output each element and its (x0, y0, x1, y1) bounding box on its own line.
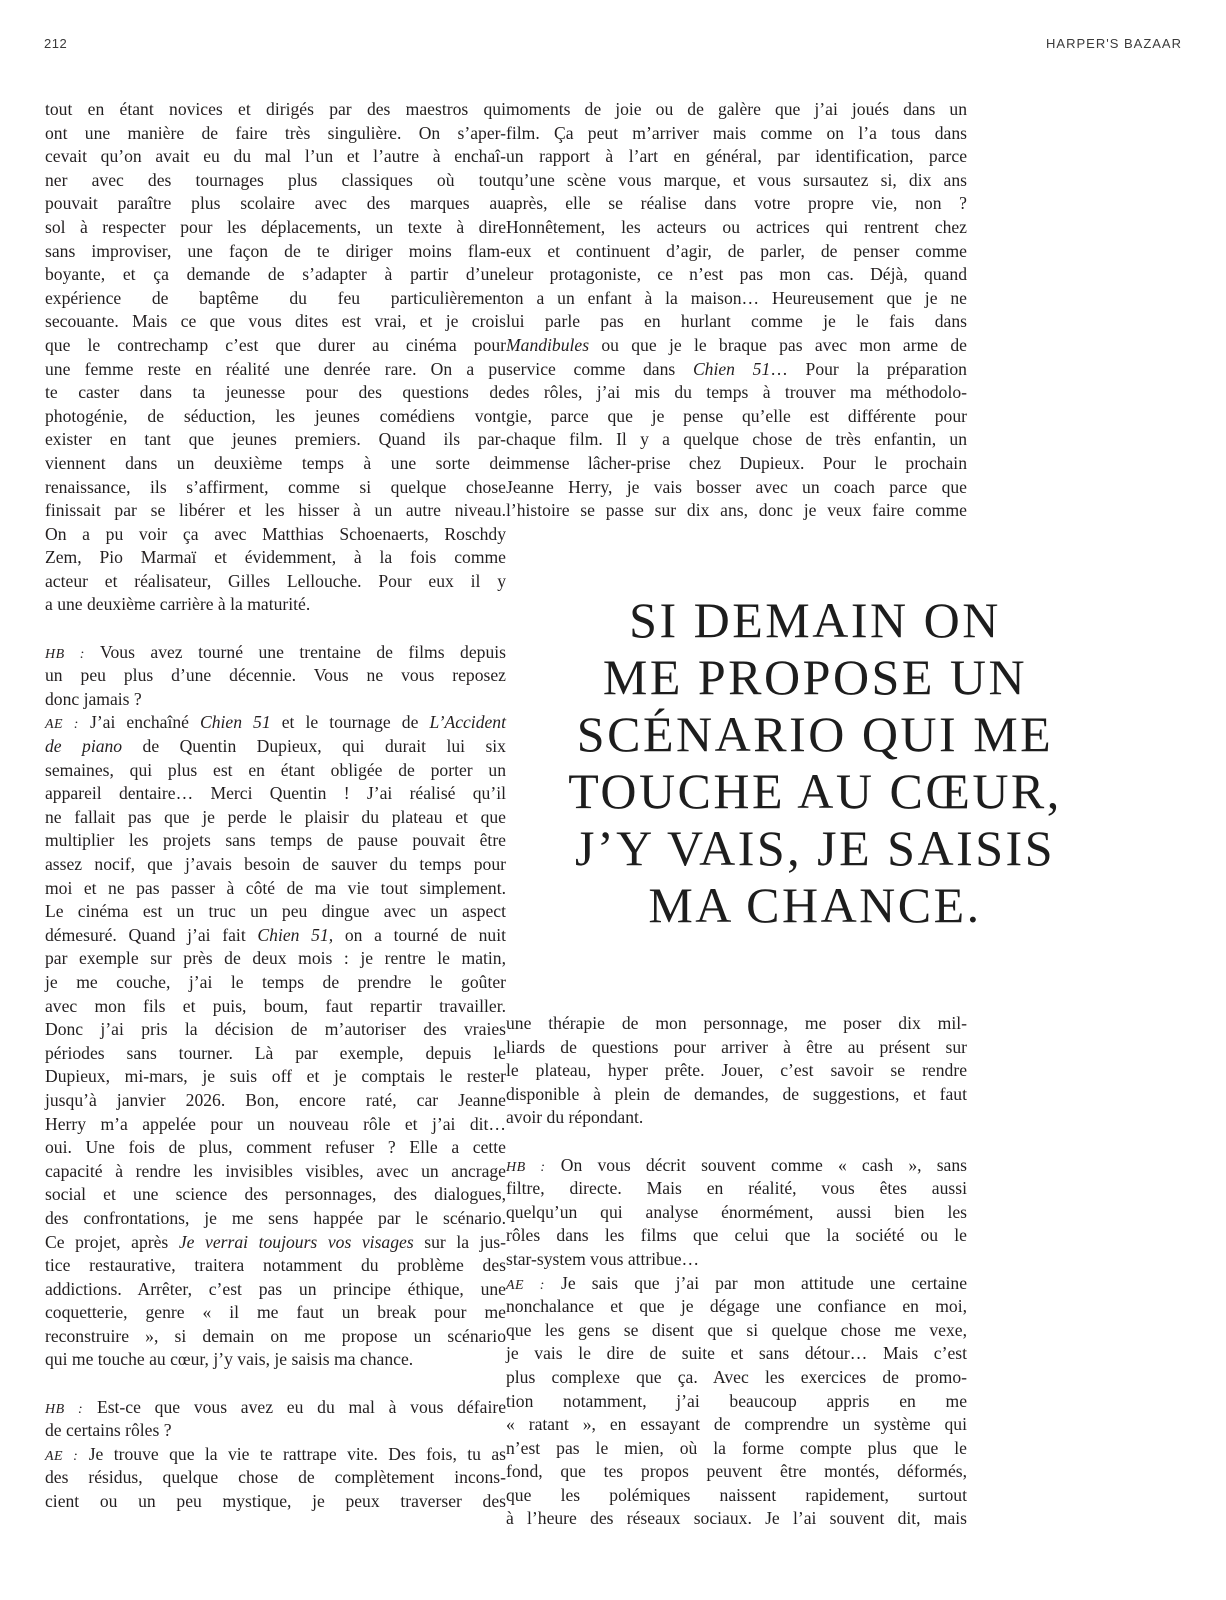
text-line: ne fallait pas que je perde le plaisir du plateau et que (45, 806, 506, 827)
pull-quote-line: MA CHANCE. (648, 877, 982, 933)
pull-quote-line: ME PROPOSE UN (602, 649, 1028, 705)
text-line: des confrontations, je me sens happée par le scénario. (45, 1207, 506, 1228)
text-line: cevait qu’on avait eu du mal l’un et l’autre à enchaî- (45, 146, 506, 167)
text-segment: sur la jus- (413, 1231, 506, 1252)
text-line: fond, que tes propos peuvent être montés, déformés, (506, 1461, 967, 1482)
pull-quote-line: J’Y VAIS, JE SAISIS (574, 820, 1056, 876)
question-hb-1 (45, 641, 506, 712)
text-line: de certains rôles ? (45, 1420, 172, 1441)
text-segment: démesuré. Quand j’ai fait (45, 924, 258, 945)
text-line: film. Ça peut m’arriver mais comme on l’a tous dans (506, 122, 967, 143)
question-hb-3 (506, 1154, 967, 1272)
interviewer-label: HB : (45, 646, 85, 662)
text-line: social et une science des personnages, des dialogues, (45, 1184, 506, 1205)
text-line: plus complexe que ça. Avec les exercices de promo- (506, 1366, 967, 1387)
text-segment: Je sais que j’ai par mon attitude une certaine (561, 1272, 967, 1293)
text-line: tion notamment, j’ai beaucoup appris en me (506, 1390, 967, 1411)
text-line: un peu plus d’une décennie. Vous ne vous reposez (45, 665, 506, 686)
text-line: Donc j’ai pris la décision de m’autoriser des vraies (45, 1019, 506, 1040)
text-line: moments de joie ou de galère que j’ai joués dans un (506, 99, 967, 119)
text-line: secouante. Mais ce que vous dites est vrai, et je crois (45, 311, 506, 332)
text-line: tice restaurative, traitera notamment du problème des (45, 1255, 506, 1276)
text-line: lui parle pas en hurlant comme je le fais dans (506, 311, 967, 332)
magazine-name: HARPER'S BAZAAR (1046, 36, 1182, 51)
text-line: qu’une scène vous marque, et vous sursautez si, dix ans (506, 169, 967, 190)
pull-quote (520, 592, 1110, 934)
text-line: te caster dans ta jeunesse pour des questions de (45, 382, 506, 403)
text-line: sans improviser, une façon de te diriger moins flam- (45, 240, 506, 261)
pull-quote-line: SCÉNARIO QUI ME (576, 706, 1054, 762)
text-line: star-system vous attribue… (506, 1248, 700, 1269)
text-segment: J’ai enchaîné (89, 712, 200, 733)
text-line: Zem, Pio Marmaï et évidemment, à la fois comme (45, 547, 506, 568)
text-line: assez nocif, que j’avais besoin de sauver du temps pour (45, 854, 506, 874)
text-segment: service comme dans (506, 358, 693, 379)
interviewer-label: HB : (506, 1159, 546, 1175)
text-line: quelqu’un qui analyse énormément, aussi bien les (506, 1201, 967, 1222)
text-line: immense lâcher-prise chez Dupieux. Pour le prochain (506, 452, 967, 473)
text-line: eux et continuent d’agir, de parler, de penser comme (506, 240, 967, 261)
text-line: exister en tant que jeunes premiers. Quand ils par- (45, 429, 506, 450)
text-line: ner avec des tournages plus classiques où tout (45, 169, 506, 190)
text-line: que le contrechamp c’est que durer au cinéma pour (45, 334, 506, 355)
text-line: un rapport à l’art en général, par identification, parce (506, 146, 967, 167)
interviewer-label: HB : (45, 1401, 84, 1417)
text-segment: Ce projet, après (45, 1231, 179, 1252)
text-line: capacité à rendre les invisibles visibles, avec un ancrage (45, 1160, 506, 1181)
interviewee-label: AE : (45, 717, 79, 733)
text-line: Jeanne Herry, je vais bosser avec un coach parce que (506, 476, 967, 497)
text-segment: et le tournage de (270, 712, 430, 733)
text-line: on a un enfant à la maison… Heureusement que je ne (506, 287, 967, 308)
answer-continuation (506, 1012, 967, 1130)
text-line: je vais le dire de suite et sans détour… Mais c’est (506, 1343, 967, 1364)
text-line: chaque film. Il y a quelque chose de très enfantin, un (506, 429, 967, 450)
page-number: 212 (44, 36, 68, 51)
text-line: des rôles, j’ai mis du temps à trouver ma méthodolo- (506, 382, 967, 403)
text-line: Herry m’a appelée pour un nouveau rôle et j’ai dit… (45, 1113, 506, 1134)
text-line: que les polémiques naissent rapidement, surtout (506, 1484, 967, 1505)
text-line: que les gens se disent que si quelque chose me vexe, (506, 1319, 967, 1340)
film-title: Chien 51 (199, 712, 271, 733)
text-line: le plateau, hyper prête. Jouer, c’est savoir se rendre (506, 1060, 967, 1081)
text-line: appareil dentaire… Merci Quentin ! J’ai réalisé qu’il (45, 783, 506, 804)
text-line: ont une manière de faire très singulière. On s’aper- (45, 122, 506, 143)
answer-ae-2 (45, 1443, 506, 1514)
text-line: multiplier les projets sans temps de pause pouvait être (45, 830, 506, 851)
text-line: Dupieux, mi-mars, je suis off et je comptais le rester (45, 1066, 506, 1087)
film-title: Chien 51 (692, 358, 771, 379)
text-line: liards de questions pour arriver à être au présent sur (506, 1036, 967, 1057)
text-line: renaissance, ils s’affirment, comme si quelque chose (45, 476, 506, 497)
pull-quote-line: SI DEMAIN ON (629, 592, 1001, 648)
text-line: des résidus, quelque chose de complètement incons- (45, 1467, 506, 1488)
article-column-right-top (506, 98, 967, 523)
text-line: je me couche, j’ai le temps de prendre le goûter (45, 971, 506, 992)
text-line: « ratant », en essayant de comprendre un système qui (506, 1414, 967, 1435)
text-line: viennent dans un deuxième temps à une sorte de (45, 452, 506, 473)
text-line: expérience de baptême du feu particulièrement (45, 287, 506, 308)
text-line: Honnêtement, les acteurs ou actrices qui rentrent chez (506, 216, 967, 237)
text-segment: On vous décrit souvent comme « cash », sans (560, 1154, 968, 1175)
text-line: qui me touche au cœur, j’y vais, je saisis ma chance. (45, 1349, 414, 1370)
answer-ae-1 (45, 711, 506, 1372)
text-line: coquetterie, genre « il me faut un break pour me (45, 1302, 506, 1323)
paragraph-intro-answer (45, 98, 506, 617)
interviewee-label: AE : (506, 1277, 545, 1293)
text-segment: ou que je le braque pas avec mon arme de (589, 334, 967, 355)
text-segment: Je trouve que la vie te rattrape vite. Des fois, tu as (88, 1443, 507, 1464)
text-line: On a pu voir ça avec Matthias Schoenaerts, Roschdy (45, 523, 506, 544)
text-line: jusqu’à janvier 2026. Bon, encore raté, car Jeanne (45, 1089, 506, 1110)
text-line: une femme reste en réalité une denrée rare. On a pu (45, 358, 506, 379)
pull-quote-line: TOUCHE AU CŒUR, (568, 763, 1062, 819)
text-line: gie, parce que je pense qu’elle est différente pour (506, 405, 967, 426)
text-line: filtre, directe. Mais en réalité, vous êtes aussi (506, 1178, 967, 1199)
text-line: par exemple sur près de deux mois : je rentre le matin, (45, 948, 506, 969)
text-line: une thérapie de mon personnage, me poser dix mil- (506, 1013, 967, 1033)
text-line: sol à respecter pour les déplacements, un texte à dire (45, 216, 506, 237)
interviewee-label: AE : (45, 1448, 79, 1464)
text-line: pouvait paraître plus scolaire avec des marques au (45, 193, 506, 214)
text-line: disponible à plein de demandes, de suggestions, et faut (506, 1083, 967, 1104)
question-hb-2 (45, 1396, 506, 1443)
text-line: tout en étant novices et dirigés par des maestros qui (45, 99, 506, 119)
text-segment: on a tourné de nuit (333, 924, 506, 945)
text-line: semaines, qui plus est en étant obligée de porter un (45, 759, 506, 780)
text-line: boyante, et ça demande de s’adapter à partir d’une (45, 264, 506, 285)
text-line: rôles dans les films que celui que la société ou le (506, 1225, 967, 1246)
film-title: Chien 51, (257, 924, 334, 945)
text-line: reconstruire », si demain on me propose un scénario (45, 1325, 506, 1346)
film-title: de piano (45, 736, 123, 757)
film-title: Je verrai toujours vos visages (178, 1231, 414, 1252)
text-line: à l’heure des réseaux sociaux. Je l’ai souvent dit, mais (506, 1508, 967, 1529)
text-line: a une deuxième carrière à la maturité. (45, 594, 311, 615)
text-line: n’est pas le mien, où la forme compte plus que le (506, 1437, 967, 1458)
text-segment: Est-ce que vous avez eu du mal à vous défaire (96, 1396, 507, 1417)
text-line: l’histoire se passe sur dix ans, donc je veux faire comme (506, 500, 967, 521)
text-line: cient ou un peu mystique, je peux traverser des (45, 1491, 506, 1512)
text-line: après, elle se réalise dans votre propre vie, non ? (506, 193, 967, 214)
film-title: L’Accident (429, 712, 506, 733)
text-line: acteur et réalisateur, Gilles Lellouche. Pour eux il y (45, 570, 506, 591)
text-line: avec mon fils et puis, boum, faut repartir travailler. (45, 995, 506, 1016)
text-line: photogénie, de séduction, les jeunes comédiens vont (45, 405, 506, 426)
text-segment: de Quentin Dupieux, qui durait lui six (122, 736, 506, 757)
text-segment: Vous avez tourné une trentaine de films depuis (100, 641, 506, 662)
text-line: nonchalance et que je dégage une confiance en moi, (506, 1296, 967, 1317)
answer-ae-3 (506, 1272, 967, 1532)
film-title: Mandibules (506, 334, 590, 355)
article-column-left (45, 98, 506, 1514)
text-line: leur protagoniste, ce n’est pas mon cas. Déjà, quand (506, 264, 967, 285)
text-line: avoir du répondant. (506, 1107, 644, 1128)
text-line: Le cinéma est un truc un peu dingue avec un aspect (45, 901, 506, 922)
text-line: moi et ne pas passer à côté de ma vie tout simplement. (45, 877, 506, 898)
text-segment: … Pour la préparation (770, 358, 967, 379)
text-line: addictions. Arrêter, c’est pas un principe éthique, une (45, 1278, 506, 1299)
text-line: donc jamais ? (45, 688, 142, 709)
text-line: oui. Une fois de plus, comment refuser ? Elle a cette (45, 1137, 506, 1158)
article-column-right-bottom (506, 1012, 967, 1531)
text-line: périodes sans tourner. Là par exemple, depuis le (45, 1042, 506, 1063)
text-line: finissait par se libérer et les hisser à un autre niveau. (45, 500, 506, 521)
